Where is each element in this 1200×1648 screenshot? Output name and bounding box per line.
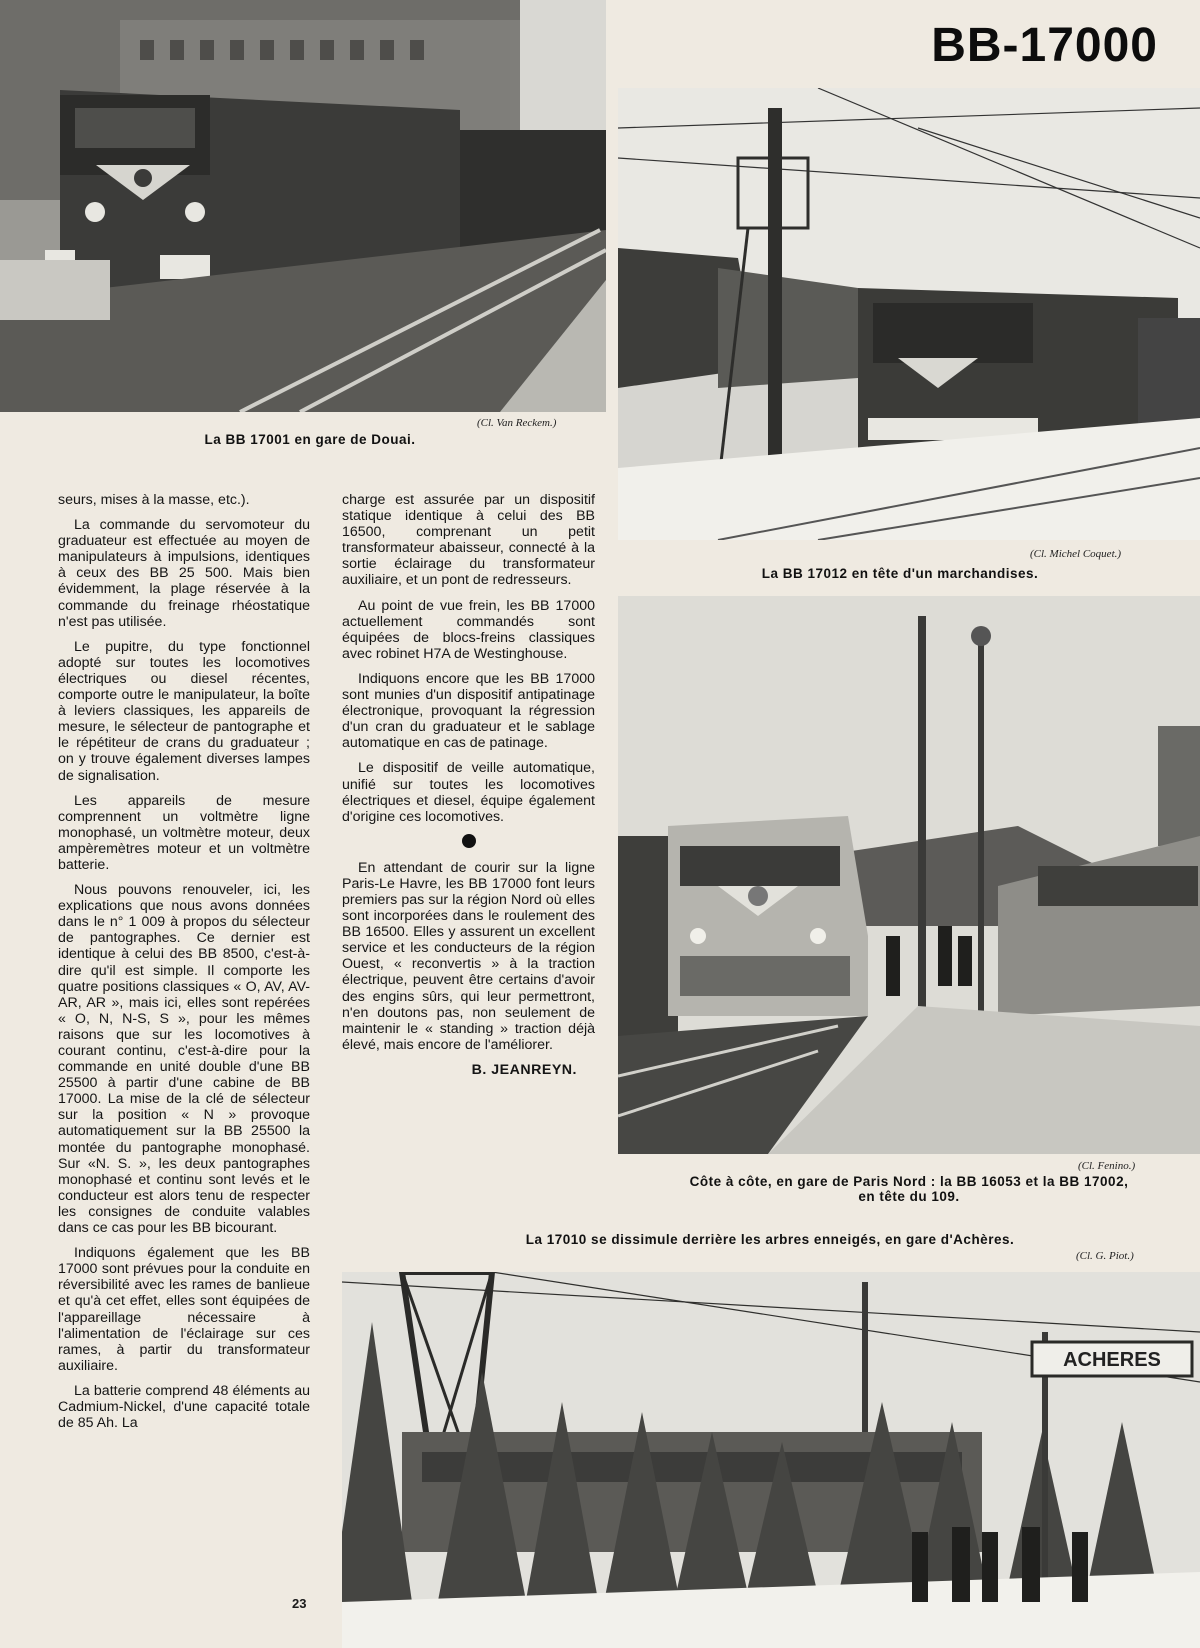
photo-bb17001-douai (0, 0, 606, 412)
col2-paragraph: Au point de vue frein, les BB 17000 actuellement commandés sont équipées de blocs-freins classiques avec robinet H7A de Westinghouse. (342, 597, 595, 662)
col1-paragraph: La commande du servomoteur du graduateur est effectuée au moyen de manipulateurs à impulsions, identiques à ceux des BB 25 500. Mais bien évidemment, la plage réservée à la commande du freinage rhéostatique n'est pas utilisée. (58, 517, 310, 630)
section-bullet-icon (462, 834, 476, 848)
station-sign-acheres: ACHERES (1063, 1349, 1161, 1371)
photo-acheres (342, 1272, 1200, 1648)
article-headline: BB-17000 (931, 19, 1158, 72)
col1-paragraph: Nous pouvons renouveler, ici, les explications que nous avons données dans le n° 1 009 à propos du sélecteur de pantographes. Ce dernier est identique à celui des BB 8500, c'est-à-dire qu'il est simple. Il comporte les quatre positions classiques « O, AV, AV-AR, AR », mais ici, elles sont repérées « O, N, N-S, S », pour les mêmes raisons que sur les locomotives à courant continu, c'est-à-dire pour la commande en unité double d'une BB 25500 à partir d'une cabine de BB 17000. La mise de la clé de sélecteur sur la position « N » provoque automatiquement sur la BB 25500 la montée du pantographe monophasé. Sur «N. S. », les deux pantographes monophasé et continu sont levés et le conducteur est alors tenu de respecter les consignes de conduite valables dans ce cas pour les BB bicourant. (58, 882, 310, 1237)
col2-paragraph: En attendant de courir sur la ligne Paris-Le Havre, les BB 17000 font leurs premiers pas sur la région Nord où elles sont incorporées dans le roulement des BB 16500. Elles y assurent un excellent service et les conducteurs de la région Ouest, « reconvertis » à la traction électrique, peuvent être certains d'avoir des engins sûrs, qui leur permettront, n'en doutons pas, non seulement de maintenir le « standing » traction déjà élevé, mais encore de l'améliorer. (342, 859, 595, 1053)
col1-paragraph: La batterie comprend 48 éléments au Cadmium-Nickel, d'une capacité totale de 85 Ah. La (58, 1382, 310, 1432)
photo-credit-van-reckem: (Cl. Van Reckem.) (477, 417, 557, 429)
caption-paris-nord-line1: Côte à côte, en gare de Paris Nord : la BB 16053 et la BB 17002, (689, 1174, 1129, 1189)
photo-credit-piot: (Cl. G. Piot.) (1076, 1250, 1134, 1262)
caption-acheres: La 17010 se dissimule derrière les arbres enneigés, en gare d'Achères. (525, 1232, 1015, 1247)
col2-paragraph: Indiquons encore que les BB 17000 sont munies d'un dispositif antipatinage électronique, provoquant la régression d'un cran du graduateur et le sablage automatique en cas de patinage. (342, 670, 595, 752)
caption-paris-nord-line2: en tête du 109. (858, 1189, 960, 1204)
author-signature: B. JEANREYN. (471, 1061, 577, 1078)
col1-paragraph: Les appareils de mesure comprennent un voltmètre ligne monophasé, un voltmètre moteur, deux ampèremètres moteur et un voltmètre batterie. (58, 792, 310, 873)
photo-bb17012-marchandises (618, 88, 1200, 540)
col2-paragraph: charge est assurée par un dispositif statique identique à celui des BB 16500, comprenant un petit transformateur abaisseur, connecté à la sortie éclairage du transformateur auxiliaire, et un pont de redresseurs. (342, 492, 595, 589)
photo-credit-coquet: (Cl. Michel Coquet.) (1030, 548, 1122, 560)
photo-credit-fenino: (Cl. Fenino.) (1078, 1160, 1136, 1172)
caption-paris-nord (618, 1174, 1200, 1204)
article-column-1 (58, 492, 310, 1440)
caption-bb17012: La BB 17012 en tête d'un marchandises. (761, 566, 1039, 581)
col1-paragraph: Le pupitre, du type fonctionnel adopté sur toutes les locomotives électriques ou diesel récentes, comporte outre le manipulateur, la boîte à leviers classiques, les appareils de mesure, le sélecteur de pantographe et le répétiteur de crans du graduateur ; on y trouve également diverses lampes de signalisation. (58, 638, 310, 784)
photo-paris-nord (618, 596, 1200, 1154)
article-column-2 (342, 492, 595, 1078)
caption-bb17001: La BB 17001 en gare de Douai. (204, 432, 416, 447)
col1-paragraph: seurs, mises à la masse, etc.). (58, 492, 250, 508)
col1-paragraph: Indiquons également que les BB 17000 sont prévues pour la conduite en réversibilité avec les rames de banlieue et qu'à cet effet, elles sont équipées de l'appareillage nécessaire à l'alimentation de l'éclairage sur ces rames, à partir du transformateur auxiliaire. (58, 1245, 310, 1374)
col2-paragraph: Le dispositif de veille automatique, unifié sur toutes les locomotives électriques et diesel, équipe également d'origine ces locomotives. (342, 760, 595, 825)
page-number: 23 (292, 1596, 307, 1611)
